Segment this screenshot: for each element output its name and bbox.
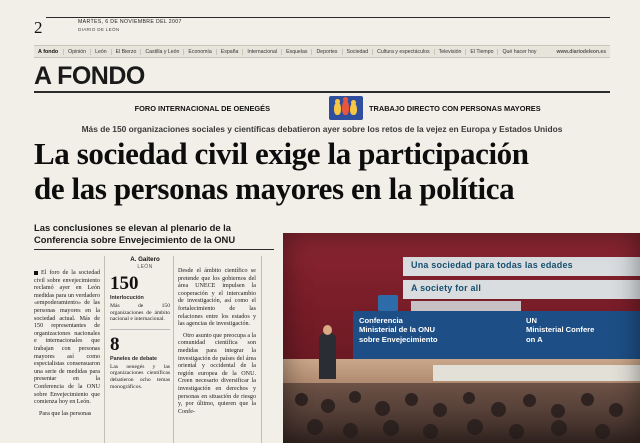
nav-item-castilla-y-leon[interactable]: Castilla y León [140, 49, 183, 55]
stage-right-line2: Ministerial Confere [526, 325, 595, 335]
masthead-date: MARTES, 6 DE NOVIEMBRE DEL 2007 [78, 19, 182, 25]
conference-photo [283, 233, 640, 443]
nav-item-espana[interactable]: España [216, 49, 243, 55]
stage-left-line3: sobre Envejecimiento [359, 334, 438, 344]
figures-column [110, 274, 170, 390]
nav-item-internacional[interactable]: Internacional [242, 49, 281, 55]
stage-left-line1: Conferencia [359, 316, 403, 325]
photo-banner-english-text: A society for all [411, 283, 482, 293]
paragraph: Otro asunto que preocupa a la comunidad científica son medidas para integrar la investigación de países del área oriental y occidental de la región europea de la ONU. Creen necesario diversificar la investigación en derechos y personas en situación de riesgo y, por último, quieren que la Confe- [178, 332, 256, 415]
paragraph-text: El foro de la sociedad civil sobre envejecimiento reclamó ayer en León medidas para un verdadero «empoderamiento» de las personas mayores en la sociedad actual. Más de 150 representantes de organizaciones nacionales e internacionales que trabajan con personas mayores así como especialistas consensuaron una serie de medidas para presentar en la Conferencia de la ONU sobre Envejecimiento que comienza hoy en León. [34, 270, 100, 406]
byline-place: LEÓN [137, 264, 153, 270]
figure-description: Más de 150 organizaciones de ámbito nacional e internacional. [110, 303, 170, 323]
column-rule [173, 256, 174, 443]
figure-label: Paneles de debate [110, 355, 158, 362]
topic-banner [34, 96, 610, 120]
figure-number: 150 [110, 273, 139, 294]
stage-left-line2: Ministerial de la ONU [359, 325, 435, 335]
nav-item-que-hacer-hoy[interactable]: Qué hacer hoy [497, 49, 540, 55]
website-url[interactable]: www.diariodeleon.es [556, 48, 606, 55]
page-title: A FONDO [34, 62, 145, 90]
section-nav[interactable] [34, 45, 610, 58]
article-kicker: Más de 150 organizaciones sociales y científicas debatieron ayer sobre los retos de la vejez en Europa y Estados Unidos [81, 124, 563, 134]
title-rule [34, 91, 610, 93]
masthead-text [64, 18, 182, 32]
paragraph: Desde el ámbito científico se pretende que los gobiernos del área UNECE impulsen la cooperación y el intercambio de investigación, así como el fortalecimiento de las relaciones entre los estados y las agencias de investigación. [178, 268, 256, 328]
body-column-2 [178, 268, 256, 420]
masthead [34, 18, 610, 44]
body-column-1 [34, 270, 100, 422]
page-folio: 2 [34, 18, 43, 37]
nav-item-television[interactable]: Televisión [434, 49, 466, 55]
nav-item-deportes[interactable]: Deportes [311, 49, 341, 55]
figure-number: 8 [110, 333, 120, 355]
bullet-icon [34, 271, 38, 275]
masthead-publication: DIARIO DE LEÓN [78, 27, 120, 32]
figure-divider [110, 329, 170, 330]
byline-author: A. Gaitero [130, 256, 160, 263]
banner-right-label: TRABAJO DIRECTO CON PERSONAS MAYORES [369, 104, 541, 113]
photo-banner-spanish-text: Una sociedad para todas las edades [411, 260, 573, 270]
nav-item-el-tiempo[interactable]: El Tiempo [465, 49, 497, 55]
nav-item-a-fondo[interactable]: A fondo [38, 48, 59, 55]
article-headline [34, 136, 610, 206]
nav-item-esquelas[interactable]: Esquelas [281, 49, 311, 55]
headline-line-1: La sociedad civil exige la participación [34, 136, 529, 171]
nav-item-el-bierzo[interactable]: El Bierzo [111, 49, 141, 55]
nav-item-cultura[interactable]: Cultura y espectáculos [372, 49, 433, 55]
paragraph [34, 270, 100, 407]
stage-right-line3: on A [526, 334, 543, 344]
nav-item-economia[interactable]: Economía [183, 49, 215, 55]
headline-line-2: de las personas mayores en la política [34, 171, 515, 206]
nav-item-sociedad[interactable]: Sociedad [342, 49, 373, 55]
stage-right-line1: UN [526, 316, 537, 325]
paragraph: Para que las personas [39, 410, 92, 417]
nav-item-opinion[interactable]: Opinión [63, 49, 90, 55]
byline [110, 256, 180, 270]
banner-left-label: FORO INTERNACIONAL DE OENEGÉS [134, 104, 270, 113]
photo-vignette [283, 233, 640, 443]
nav-item-leon[interactable]: León [90, 49, 111, 55]
figure-label: Interlocución [110, 295, 144, 301]
column-rule [104, 256, 105, 443]
masthead-rule [46, 17, 610, 18]
subhead-rule [34, 249, 274, 250]
column-rule [261, 256, 262, 443]
foro-oeneges-logo [329, 96, 363, 120]
article-subhead: Las conclusiones se elevan al plenario de la Conferencia sobre Envejecimiento de la ONU [34, 222, 236, 245]
figure-description: Las oenegés y las organizaciones científicas debatieron ocho temas monográficos. [110, 363, 170, 390]
